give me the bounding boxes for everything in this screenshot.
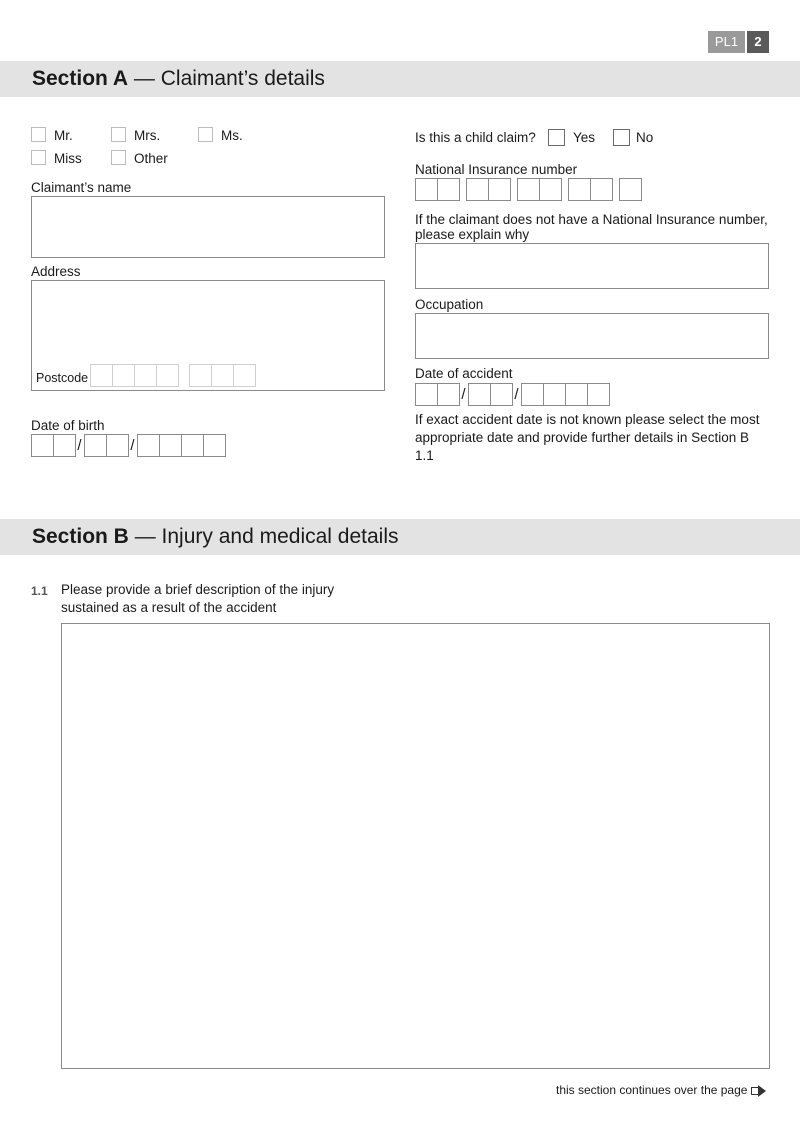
postcode-field-outward[interactable] — [90, 364, 178, 387]
date-separator: / — [77, 437, 82, 454]
injury-description-input[interactable] — [61, 623, 770, 1069]
occupation-input[interactable] — [415, 313, 769, 359]
postcode-field-inward[interactable] — [189, 364, 255, 387]
child-claim-no-label: No — [636, 130, 654, 145]
occupation-label: Occupation — [415, 297, 484, 312]
arrow-head-icon — [758, 1085, 766, 1097]
dob-year[interactable] — [137, 434, 225, 457]
accident-date-note: If exact accident date is not known please select the most appropriate date and provide further details in Section B 1.1 — [415, 412, 760, 463]
no-ni-explanation-input[interactable] — [415, 243, 769, 289]
section-b-title: Section B — Injury and medical details — [32, 525, 399, 548]
accident-date-label: Date of accident — [415, 366, 513, 381]
question-1-1-text: Please provide a brief description of the injury sustained as a result of the accident — [61, 582, 335, 615]
accident-year[interactable] — [521, 383, 609, 406]
title-miss-checkbox[interactable] — [31, 150, 46, 165]
title-mrs-checkbox[interactable] — [111, 127, 126, 142]
title-miss-label: Miss — [54, 151, 82, 166]
question-number: 1.1 — [31, 584, 48, 598]
date-separator: / — [461, 386, 466, 403]
continues-note — [556, 1083, 766, 1097]
child-claim-no-checkbox[interactable] — [613, 129, 630, 146]
title-other-label: Other — [134, 151, 168, 166]
date-separator: / — [130, 437, 135, 454]
dob-day[interactable] — [31, 434, 75, 457]
accident-day[interactable] — [415, 383, 459, 406]
claimant-name-label: Claimant’s name — [31, 180, 132, 195]
accident-month[interactable] — [468, 383, 512, 406]
page-number-badge: 2 — [747, 31, 769, 53]
section-a-title: Section A — Claimant’s details — [32, 67, 325, 90]
title-other-checkbox[interactable] — [111, 150, 126, 165]
ni-number-field[interactable] — [415, 178, 641, 201]
address-label: Address — [31, 264, 81, 279]
title-mr-label: Mr. — [54, 128, 73, 143]
title-ms-checkbox[interactable] — [198, 127, 213, 142]
child-claim-yes-label: Yes — [573, 130, 596, 145]
child-claim-label: Is this a child claim? — [415, 130, 536, 145]
dob-field[interactable] — [31, 434, 225, 457]
ni-label: National Insurance number — [415, 162, 578, 177]
dob-label: Date of birth — [31, 418, 105, 433]
form-code-badge: PL1 — [708, 31, 745, 53]
claimant-name-input[interactable] — [31, 196, 385, 258]
title-mrs-label: Mrs. — [134, 128, 161, 143]
title-ms-label: Ms. — [221, 128, 243, 143]
accident-date-field[interactable] — [415, 383, 609, 406]
dob-month[interactable] — [84, 434, 128, 457]
no-ni-label: If the claimant does not have a National Insurance number, please explain why — [415, 212, 768, 242]
title-mr-checkbox[interactable] — [31, 127, 46, 142]
postcode-label: Postcode — [36, 371, 89, 385]
date-separator: / — [514, 386, 519, 403]
continues-text: this section continues over the page — [556, 1083, 748, 1097]
child-claim-yes-checkbox[interactable] — [548, 129, 565, 146]
